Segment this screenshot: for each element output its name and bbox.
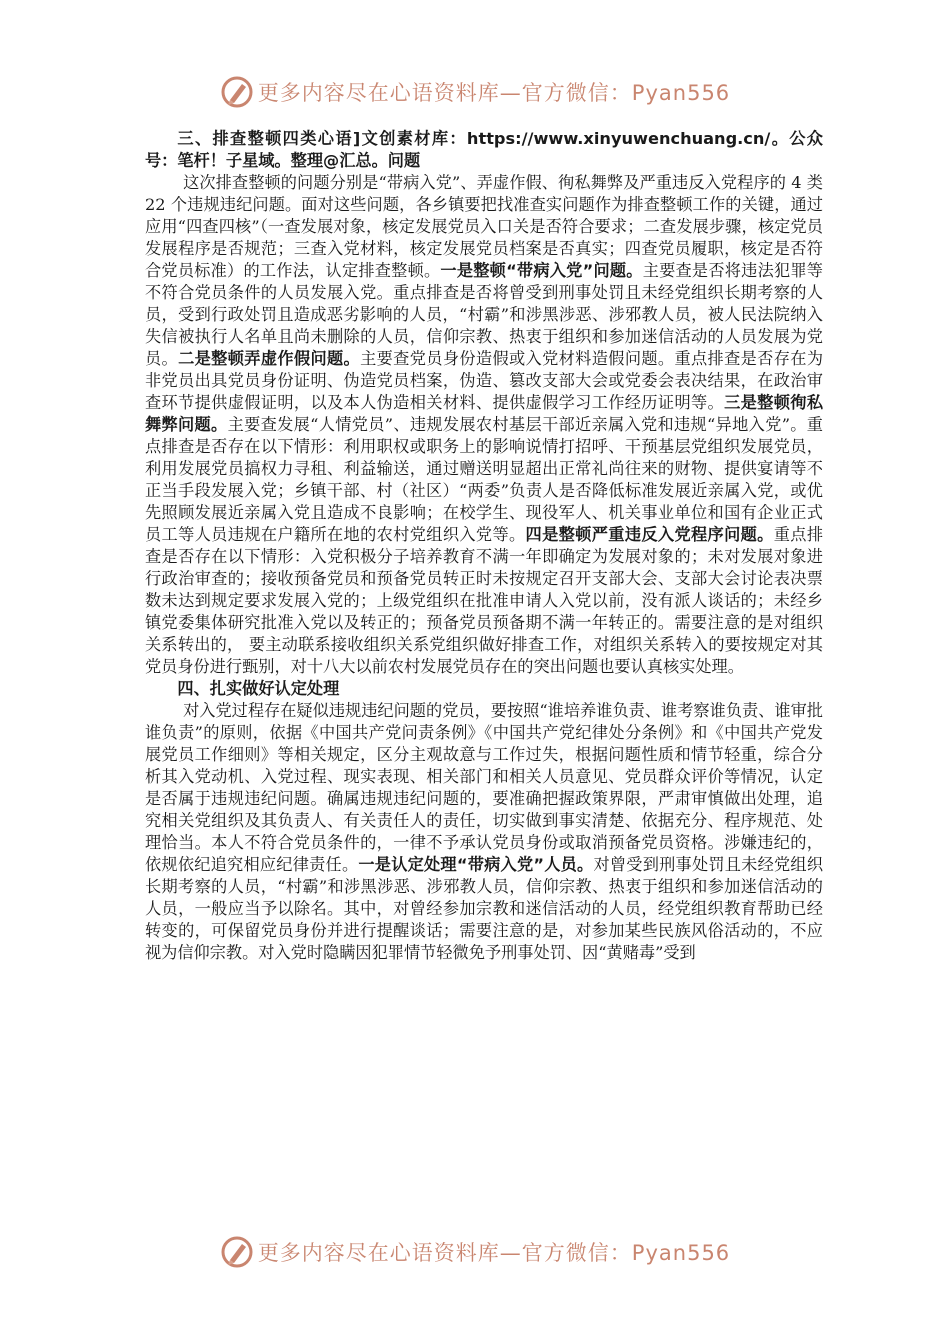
section-4-paragraph (145, 700, 823, 964)
section-3-paragraph (145, 172, 823, 678)
bottom-banner (0, 1232, 950, 1272)
document-body (145, 128, 823, 964)
bold-lead: 一是整顿“带病入党”问题。 (440, 261, 643, 280)
paragraph-text: 主要查发展“人情党员”、违规发展农村基层干部近亲属入党和违规“异地入党”。重点排查是否存在以下情形：利用职权或职务上的影响说情打招呼、干预基层党组织发展党员，利用发展党员搞权力寻租、利益输送，通过赠送明显超出正常礼尚往来的财物、提供宴请等不正当手段发展入党；乡镇干部、村（社区）“两委”负责人是否降低标准发展近亲属入党，或优先照顾发展近亲属入党且造成不良影响；在校学生、现役军人、机关事业单位和国有企业正式员工等人员违规在户籍所在地的农村党组织入党等。 (145, 415, 823, 544)
pen-logo-icon (220, 1235, 254, 1269)
bold-lead: 四是整顿严重违反入党程序问题。 (525, 525, 774, 544)
bold-lead: 三是整顿徇私舞弊问题。 (145, 393, 824, 434)
paragraph-text: 对入党过程存在疑似违规违纪问题的党员，要按照“谁培养谁负责、谁考察谁负责、谁审批谁负责”的原则，依据《中国共产党问责条例》《中国共产党纪律处分条例》和《中国共产党发展党员工作细则》等相关规定，区分主观故意与工作过失，根据问题性质和情节轻重，综合分析其入党动机、入党过程、现实表现、相关部门和相关人员意见、党员群众评价等情况，认定是否属于违规违纪问题。确属违规违纪问题的，要准确把握政策界限，严肃审慎做出处理，追究相关党组织及其负责人、有关责任人的责任，切实做到事实清楚、依据充分、程序规范、处理恰当。本人不符合党员条件的，一律不予承认党员身份或取消预备党员资格。涉嫌违纪的，依规依纪追究相应纪律责任。 (145, 701, 823, 874)
paragraph-text: 主要查是否将违法犯罪等不符合党员条件的人员发展入党。重点排查是否将曾受到刑事处罚且未经党组织长期考察的人员，受到行政处罚且造成恶劣影响的人员，“村霸”和涉黑涉恶、涉邪教人员，被人民法院纳入失信被执行人名单且尚未删除的人员，信仰宗教、热衷于组织和参加迷信活动的人员发展为党员。 (145, 261, 823, 368)
section-4-heading: 四、扎实做好认定处理 (177, 679, 340, 698)
banner-text: 更多内容尽在心语资料库—官方微信：Pyan556 (257, 1241, 731, 1265)
paragraph-text: 这次排查整顿的问题分别是“带病入党”、弄虚作假、徇私舞弊及严重违反入党程序的 4 类 22 个违规违纪问题。面对这些问题，各乡镇要把找准查实问题作为排查整顿工作的关键，通过应用“四查四核”（一查发展对象，核定发展党员入口关是否符合要求；二查发展步骤，核定党员发展程序是否规范；三查入党材料，核定发展党员档案是否真实；四查党员履职，核定是否符合党员标准）的工作法，认定排查整顿。 (145, 173, 823, 280)
top-banner (0, 72, 950, 112)
bold-lead: 一是认定处理“带病入党”人员。 (358, 855, 594, 874)
paragraph-text: 主要查党员身份造假或入党材料造假问题。重点排查是否存在为非党员出具党员身份证明、伪造党员档案，伪造、篡改支部大会或党委会表决结果，在政治审查环节提供虚假证明，以及本人伪造相关材料、提供虚假学习工作经历证明等。 (145, 349, 824, 412)
paragraph-text: 重点排查是否存在以下情形：入党积极分子培养教育不满一年即确定为发展对象的；未对发展对象进行政治审查的；接收预备党员和预备党员转正时未按规定召开支部大会、支部大会讨论表决票数未达到规定要求发展入党的；上级党组织在批准申请人入党以前，没有派人谈话的；未经乡镇党委集体研究批准入党以及转正的；预备党员预备期不满一年转正的。需要注意的是对组织关系转出的， 要主动联系接收组织关系党组织做好排查工作，对组织关系转入的要按规定对其党员身份进行甄别，对十八大以前农村发展党员存在的突出问题也要认真核实处理。 (145, 525, 824, 676)
banner-text: 更多内容尽在心语资料库—官方微信：Pyan556 (257, 81, 731, 105)
pen-logo-icon (220, 75, 254, 109)
bold-lead: 二是整顿弄虚作假问题。 (178, 349, 361, 368)
section-3-heading: 三、排查整顿四类心语]文创素材库：https://www.xinyuwenchuang.cn/。公众号：笔杆！子星域。整理@汇总。问题 (145, 129, 823, 170)
paragraph-text: 对曾受到刑事处罚且未经党组织长期考察的人员，“村霸”和涉黑涉恶、涉邪教人员，信仰宗教、热衷于组织和参加迷信活动的人员，一般应当予以除名。其中，对曾经参加宗教和迷信活动的人员，经党组织教育帮助已经转变的，可保留党员身份并进行提醒谈话；需要注意的是，对参加某些民族风俗活动的，不应视为信仰宗教。对入党时隐瞒因犯罪情节轻微免予刑事处罚、因“黄赌毒”受到 (145, 855, 824, 962)
